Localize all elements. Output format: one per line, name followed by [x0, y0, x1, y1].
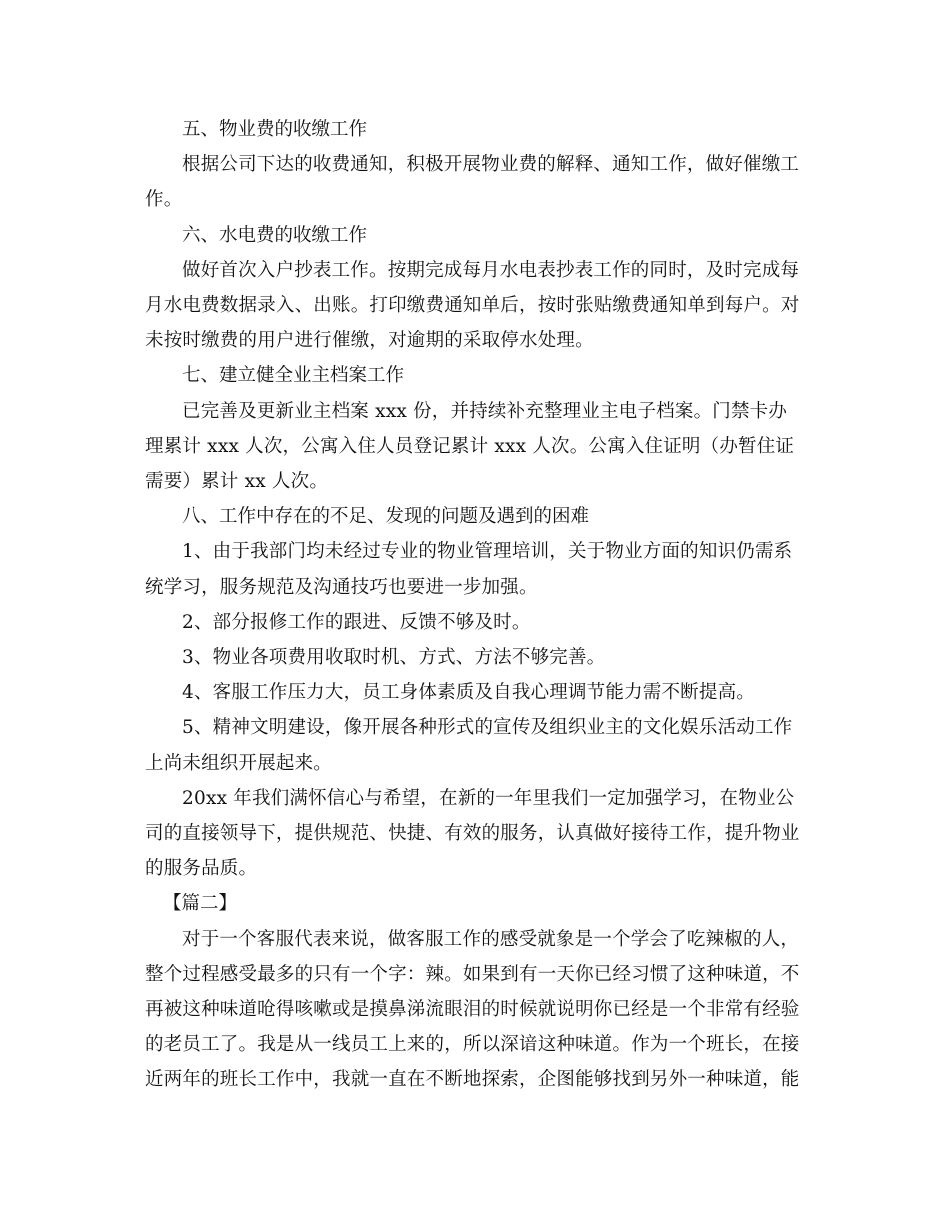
paragraph-outlook: 20xx 年我们满怀信心与希望，在新的一年里我们一定加强学习，在物业公司的直接领导下，提供规范、快捷、有效的服务，认真做好接待工作，提升物业的服务品质。 — [145, 787, 800, 880]
paragraph-shortcoming-4: 4、客服工作压力大，员工身体素质及自我心理调节能力需不断提高。 — [182, 682, 755, 704]
heading-utility-fee: 六、水电费的收缴工作 — [182, 224, 368, 246]
heading-owner-archive: 七、建立健全业主档案工作 — [182, 365, 405, 387]
heading-property-fee: 五、物业费的收缴工作 — [182, 119, 368, 140]
paragraph-property-fee: 根据公司下达的收费通知，积极开展物业费的解释、通知工作，做好催缴工作。 — [145, 154, 800, 211]
paragraph-shortcoming-5: 5、精神文明建设，像开展各种形式的宣传及组织业主的文化娱乐活动工作上尚未组织开展起来。 — [145, 717, 793, 774]
paragraph-utility-fee: 做好首次入户抄表工作。按期完成每月水电表抄表工作的同时，及时完成每月水电费数据录入、出账。打印缴费通知单后，按时张贴缴费通知单到每户。对未按时缴费的用户进行催缴，对逾期的采取停水处理。 — [145, 259, 800, 352]
paragraph-owner-archive: 已完善及更新业主档案 xxx 份，并持续补充整理业主电子档案。门禁卡办理累计 xxx 人次，公寓入住人员登记累计 xxx 人次。公寓入住证明（办暂住证需要）累计 xx 人次。 — [145, 400, 795, 493]
section-title-part-two: 【篇二】 — [163, 893, 238, 915]
heading-shortcomings: 八、工作中存在的不足、发现的问题及遇到的困难 — [182, 506, 590, 528]
paragraph-shortcoming-3: 3、物业各项费用收取时机、方式、方法不够完善。 — [182, 647, 606, 669]
paragraph-shortcoming-1: 1、由于我部门均未经过专业的物业管理培训，关于物业方面的知识仍需系统学习，服务规范及沟通技巧也要进一步加强。 — [145, 541, 793, 598]
paragraph-customer-service: 对于一个客服代表来说，做客服工作的感受就象是一个学会了吃辣椒的人，整个过程感受最多的只有一个字：辣。如果到有一天你已经习惯了这种味道，不再被这种味道呛得咳嗽或是摸鼻涕流眼泪的时候就说明你已经是一个非常有经验的老员工了。我是从一线员工上来的，所以深谙这种味道。作为一个班长，在接近两年的班长工作中，我就一直在不断地探索，企图能够找到另外一种味道，能 — [145, 928, 800, 1091]
document-page — [145, 112, 805, 1098]
paragraph-shortcoming-2: 2、部分报修工作的跟进、反馈不够及时。 — [182, 611, 531, 633]
